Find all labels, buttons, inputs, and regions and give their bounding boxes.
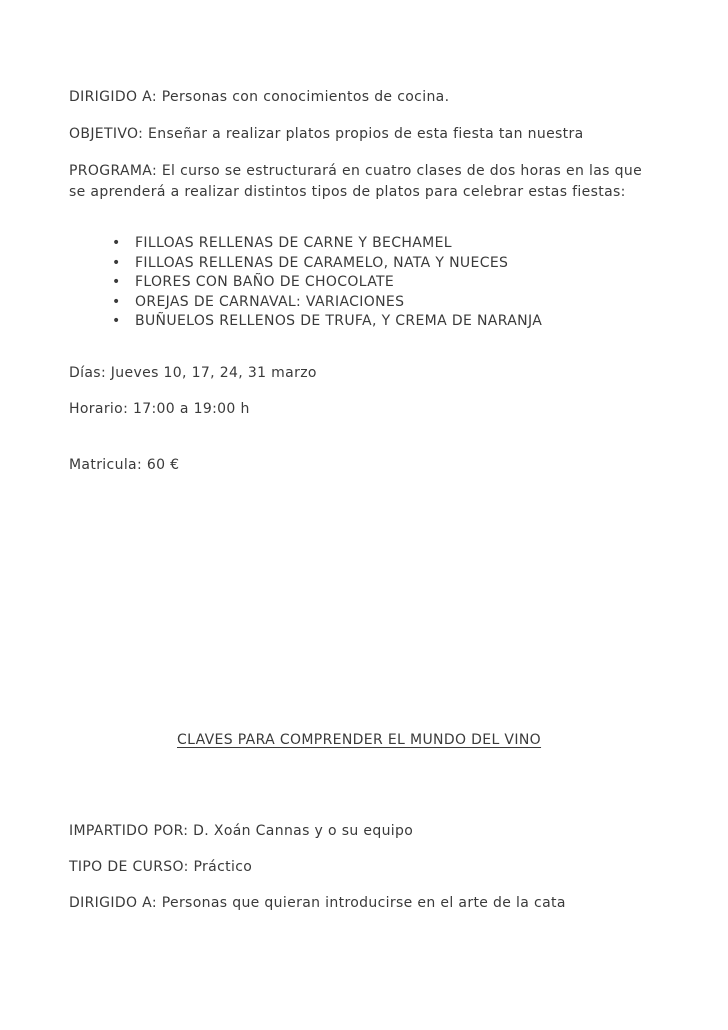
list-item <box>112 293 542 313</box>
list-item <box>112 234 542 254</box>
objetivo-line: OBJETIVO: Enseñar a realizar platos propios de esta fiesta tan nuestra <box>69 126 584 142</box>
dias-line: Días: Jueves 10, 17, 24, 31 marzo <box>69 365 317 381</box>
list-item <box>112 312 542 332</box>
bullet-icon: • <box>112 235 121 251</box>
course-title: CLAVES PARA COMPRENDER EL MUNDO DEL VINO <box>177 732 542 748</box>
list-item <box>112 254 542 274</box>
bullet-icon: • <box>112 293 121 310</box>
dish-list <box>112 234 542 332</box>
horario-line: Horario: 17:00 a 19:00 h <box>69 401 250 417</box>
list-item-label: FILLOAS RELLENAS DE CARAMELO, NATA Y NUECES <box>135 254 509 271</box>
list-item-label: BUÑUELOS RELLENOS DE TRUFA, Y CREMA DE NARANJA <box>135 313 543 329</box>
list-item-label: FLORES CON BAÑO DE CHOCOLATE <box>135 274 395 290</box>
programa-line-1: PROGRAMA: El curso se estructurará en cuatro clases de dos horas en las que <box>69 163 643 179</box>
tipo-curso-line: TIPO DE CURSO: Práctico <box>69 859 253 875</box>
list-item-label: FILLOAS RELLENAS DE CARNE Y BECHAMEL <box>135 235 452 251</box>
matricula-line: Matricula: 60 € <box>69 457 180 473</box>
bullet-icon: • <box>112 254 121 271</box>
dirigido-line-2: DIRIGIDO A: Personas que quieran introducirse en el arte de la cata <box>69 895 566 911</box>
list-item-label: OREJAS DE CARNAVAL: VARIACIONES <box>135 293 405 310</box>
impartido-line: IMPARTIDO POR: D. Xoán Cannas y o su equipo <box>69 823 414 839</box>
bullet-icon: • <box>112 313 121 329</box>
programa-line-2: se aprenderá a realizar distintos tipos de platos para celebrar estas fiestas: <box>69 184 626 200</box>
list-item <box>112 273 542 293</box>
bullet-icon: • <box>112 274 121 290</box>
dirigido-line: DIRIGIDO A: Personas con conocimientos de cocina. <box>69 89 450 105</box>
